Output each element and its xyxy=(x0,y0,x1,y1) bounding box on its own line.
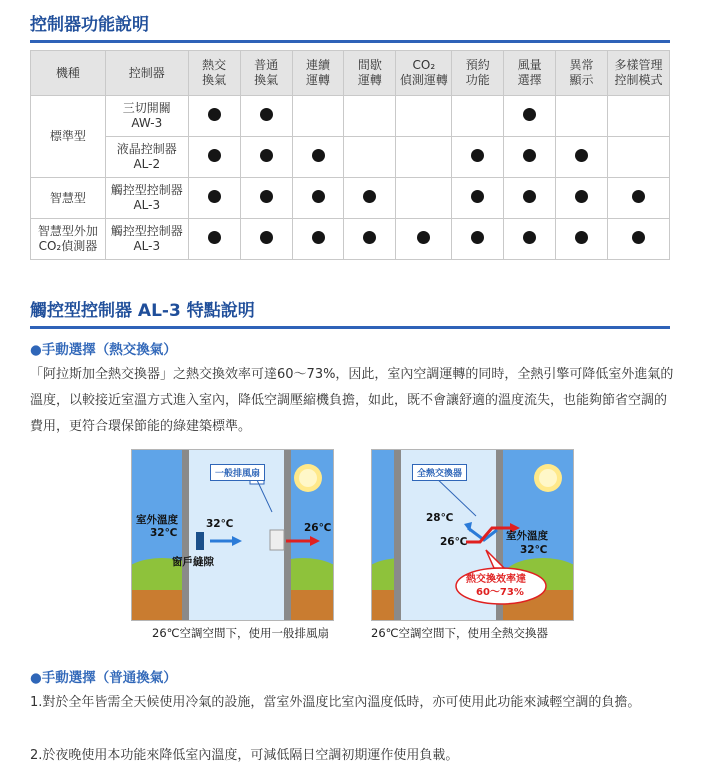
feature-cell xyxy=(292,137,344,178)
controller-feature-table xyxy=(30,50,670,260)
supported-dot-icon xyxy=(312,190,325,203)
feature-cell xyxy=(504,219,556,260)
hot-air-arrowhead xyxy=(310,536,320,546)
controller-cell: 液晶控制器 AL-2 xyxy=(105,137,188,178)
feature-cell xyxy=(240,219,292,260)
feature-cell xyxy=(504,96,556,137)
model-cell: 標準型 xyxy=(31,96,106,178)
supported-dot-icon xyxy=(471,231,484,244)
feature-cell xyxy=(556,137,608,178)
section-divider xyxy=(30,326,670,329)
supported-dot-icon xyxy=(471,190,484,203)
feature-cell xyxy=(188,178,240,219)
feature-cell xyxy=(452,219,504,260)
feature-cell xyxy=(188,137,240,178)
supported-dot-icon xyxy=(523,231,536,244)
heat-exchanger-tag: 全熱交換器 xyxy=(412,464,467,481)
table-row xyxy=(31,219,670,260)
supported-dot-icon xyxy=(312,149,325,162)
feature-cell xyxy=(396,219,452,260)
feature-cell xyxy=(344,96,396,137)
supported-dot-icon xyxy=(575,190,588,203)
efficiency-value: 60～73% xyxy=(476,587,524,598)
feature-cell xyxy=(608,96,670,137)
supported-dot-icon xyxy=(260,190,273,203)
feature-cell xyxy=(344,219,396,260)
sun-icon xyxy=(534,464,562,492)
feature-cell xyxy=(608,137,670,178)
controller-cell: 觸控型控制器 AL-3 xyxy=(105,219,188,260)
supported-dot-icon xyxy=(312,231,325,244)
feature-cell xyxy=(452,178,504,219)
feature-cell xyxy=(344,137,396,178)
figure-caption-exhaust-fan: 26℃空調空間下，使用一般排風扇 xyxy=(152,626,330,640)
outdoor-temp-value: 32℃ xyxy=(520,544,548,556)
exchanged-temp-value: 28℃ xyxy=(426,512,454,524)
feature-cell xyxy=(504,178,556,219)
table-row xyxy=(31,96,670,137)
supported-dot-icon xyxy=(575,149,588,162)
model-cell: 智慧型 xyxy=(31,178,106,219)
efficiency-label: 熱交換效率達 xyxy=(466,574,526,585)
supported-dot-icon xyxy=(208,149,221,162)
supported-dot-icon xyxy=(260,108,273,121)
sun-icon xyxy=(294,464,322,492)
feature-item-2: 2.於夜晚使用本功能來降低室內溫度，可減低隔日空調初期運作使用負載。 xyxy=(30,748,459,763)
window-gap-marker xyxy=(196,532,204,550)
column-header: 機種 xyxy=(31,51,106,96)
feature-cell xyxy=(344,178,396,219)
supported-dot-icon xyxy=(260,231,273,244)
feature-cell xyxy=(556,219,608,260)
feature-cell xyxy=(396,137,452,178)
feature-cell xyxy=(292,219,344,260)
controller-cell: 三切開關 AW-3 xyxy=(105,96,188,137)
column-header: 多樣管理 控制模式 xyxy=(608,51,670,96)
supported-dot-icon xyxy=(208,190,221,203)
controller-cell: 觸控型控制器 AL-3 xyxy=(105,178,188,219)
leader-line xyxy=(257,480,272,512)
supported-dot-icon xyxy=(417,231,430,244)
feature-heading-heat-exchange: ●手動選擇（熱交換氣） xyxy=(30,342,177,358)
column-header: 間歇 運轉 xyxy=(344,51,396,96)
supported-dot-icon xyxy=(208,108,221,121)
supported-dot-icon xyxy=(523,108,536,121)
supported-dot-icon xyxy=(363,231,376,244)
feature-cell xyxy=(556,96,608,137)
exhaust-fan-unit xyxy=(270,530,284,550)
feature-cell xyxy=(396,178,452,219)
indoor-temp-value: 26℃ xyxy=(440,536,468,548)
column-header: CO₂ 偵測運轉 xyxy=(396,51,452,96)
figure-heat-exchanger xyxy=(371,449,574,621)
efficiency-bubble-tail xyxy=(486,550,504,568)
column-header: 連續 運轉 xyxy=(292,51,344,96)
feature-cell xyxy=(396,96,452,137)
feature-cell xyxy=(556,178,608,219)
supported-dot-icon xyxy=(632,190,645,203)
feature-item-1: 1.對於全年皆需全天候使用冷氣的設施，當室外溫度比室內溫度低時，亦可使用此功能來減輕空調的負擔。 xyxy=(30,695,641,710)
supported-dot-icon xyxy=(471,149,484,162)
feature-cell xyxy=(188,96,240,137)
feature-cell xyxy=(240,96,292,137)
feature-heading-normal-ventilation: ●手動選擇（普通換氣） xyxy=(30,670,177,686)
column-header: 異常 顯示 xyxy=(556,51,608,96)
bullet-icon: ● xyxy=(30,670,42,686)
table-row xyxy=(31,137,670,178)
window-gap-label: 窗戶縫隙 xyxy=(172,556,214,568)
feature-cell xyxy=(608,178,670,219)
bullet-icon: ● xyxy=(30,342,42,358)
column-header: 預約 功能 xyxy=(452,51,504,96)
outdoor-temp-value: 32℃ xyxy=(150,527,178,539)
section-title-al3-features: 觸控型控制器 AL-3 特點說明 xyxy=(30,301,255,321)
table-header-row xyxy=(31,51,670,96)
outdoor-temp-label: 室外溫度 xyxy=(506,530,548,542)
supported-dot-icon xyxy=(575,231,588,244)
indoor-temp-value: 26℃ xyxy=(304,522,332,534)
model-cell: 智慧型外加 CO₂偵測器 xyxy=(31,219,106,260)
cold-air-arrowhead xyxy=(232,536,242,546)
section-title-controller-functions: 控制器功能說明 xyxy=(30,15,149,35)
column-header: 熱交 換氣 xyxy=(188,51,240,96)
feature-cell xyxy=(452,137,504,178)
gap-temp-value: 32℃ xyxy=(206,518,234,530)
figure-exhaust-fan xyxy=(131,449,334,621)
feature-cell xyxy=(240,178,292,219)
figure-caption-heat-exchanger: 26℃空調空間下，使用全熱交換器 xyxy=(371,626,549,640)
supported-dot-icon xyxy=(363,190,376,203)
feature-cell xyxy=(452,96,504,137)
column-header: 普通 換氣 xyxy=(240,51,292,96)
supported-dot-icon xyxy=(523,149,536,162)
feature-cell xyxy=(292,178,344,219)
section-divider xyxy=(30,40,670,43)
column-header: 控制器 xyxy=(105,51,188,96)
feature-description-heat-exchange: 「阿拉斯加全熱交換器」之熱交換效率可達60～73%，因此，室內空調運轉的同時，全熱引擎可降低室外進氣的溫度，以較接近室溫方式進入室內，降低空調壓縮機負擔，如此，既不會讓舒適的溫度流失，也能夠節省空調的費用，更符合環保節能的綠建築標準。 xyxy=(30,367,674,434)
table-row xyxy=(31,178,670,219)
feature-cell xyxy=(504,137,556,178)
supported-dot-icon xyxy=(523,190,536,203)
outdoor-temp-label: 室外溫度 xyxy=(136,514,178,526)
column-header: 風量 選擇 xyxy=(504,51,556,96)
exhaust-fan-tag: 一般排風扇 xyxy=(210,464,265,481)
feature-cell xyxy=(292,96,344,137)
supported-dot-icon xyxy=(208,231,221,244)
feature-cell xyxy=(608,219,670,260)
supported-dot-icon xyxy=(632,231,645,244)
feature-cell xyxy=(188,219,240,260)
supported-dot-icon xyxy=(260,149,273,162)
feature-cell xyxy=(240,137,292,178)
